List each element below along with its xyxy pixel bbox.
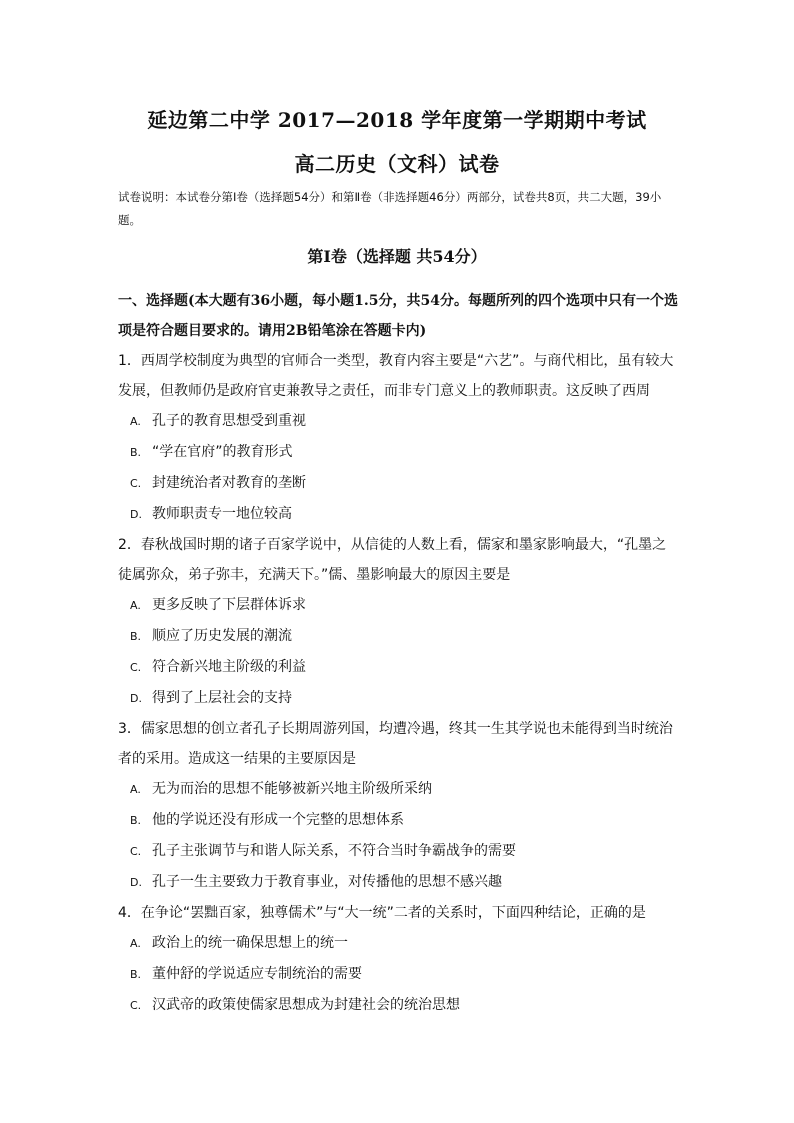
question-stem: 2．春秋战国时期的诸子百家学说中，从信徒的人数上看，儒家和墨家影响最大，“孔墨之徒属弥众，弟子弥丰，充满天下。”儒、墨影响最大的原因主要是 (118, 537, 667, 583)
option-key: C. (130, 999, 142, 1012)
option-key: A. (130, 937, 141, 950)
exam-title: 延边第二中学 2017—2018 学年度第一学期期中考试 (147, 108, 647, 132)
option-text: 符合新兴地主阶级的利益 (152, 659, 306, 675)
question-option (118, 621, 678, 652)
exam-note: 试卷说明：本试卷分第Ⅰ卷（选择题54分）和第Ⅱ卷（非选择题46分）两部分，试卷共8页，共二大题，39小题。 (118, 190, 662, 227)
question-list (118, 346, 678, 1021)
option-text: 汉武帝的政策使儒家思想成为封建社会的统治思想 (152, 997, 460, 1013)
question-option (118, 774, 678, 805)
question-option (118, 437, 678, 468)
option-key: D. (130, 508, 142, 521)
question (118, 346, 678, 530)
option-text: 他的学说还没有形成一个完整的思想体系 (152, 812, 404, 828)
option-key: A. (130, 783, 141, 796)
option-text: 孔子主张调节与和谐人际关系，不符合当时争霸战争的需要 (152, 843, 516, 859)
option-text: 无为而治的思想不能够被新兴地主阶级所采纳 (152, 781, 432, 797)
question-option (118, 683, 678, 714)
question (118, 530, 678, 714)
question (118, 898, 678, 1021)
option-key: B. (130, 630, 142, 643)
option-text: 孔子一生主要致力于教育事业，对传播他的思想不感兴趣 (152, 874, 502, 890)
question-stem: 1．西周学校制度为典型的官师合一类型，教育内容主要是“六艺”。与商代相比，虽有较大发展，但教师仍是政府官吏兼教导之责任，而非专门意义上的教师职责。这反映了西周 (118, 353, 674, 399)
option-text: 顺应了历史发展的潮流 (152, 628, 292, 644)
option-key: B. (130, 968, 142, 981)
option-text: 教师职责专一地位较高 (152, 506, 292, 522)
option-text: 董仲舒的学说适应专制统治的需要 (152, 966, 362, 982)
question-stem: 3．儒家思想的创立者孔子长期周游列国，均遭冷遇，终其一生其学说也未能得到当时统治者的采用。造成这一结果的主要原因是 (118, 721, 673, 767)
option-key: B. (130, 446, 142, 459)
option-key: B. (130, 814, 142, 827)
question-option (118, 836, 678, 867)
question-stem: 4．在争论“罢黜百家，独尊儒术”与“大一统”二者的关系时，下面四种结论，正确的是 (118, 905, 646, 921)
question-option (118, 468, 678, 499)
option-key: A. (130, 415, 141, 428)
option-key: C. (130, 845, 142, 858)
question-option (118, 805, 678, 836)
volume-title: 第Ⅰ卷（选择题 共54分） (307, 247, 487, 266)
option-text: “学在官府”的教育形式 (152, 444, 293, 460)
option-text: 孔子的教育思想受到重视 (152, 413, 306, 429)
option-text: 封建统治者对教育的垄断 (152, 475, 306, 491)
question-option (118, 652, 678, 683)
option-text: 政治上的统一确保思想上的统一 (152, 935, 348, 951)
section-instructions: 一、选择题(本大题有36小题，每小题1.5分，共54分。每题所列的四个选项中只有一个选项是符合题目要求的。请用2B铅笔涂在答题卡内) (118, 293, 678, 339)
question-option (118, 990, 678, 1021)
question-option (118, 590, 678, 621)
option-text: 更多反映了下层群体诉求 (152, 597, 306, 613)
question-option (118, 499, 678, 530)
question-option (118, 406, 678, 437)
exam-subtitle: 高二历史（文科）试卷 (294, 152, 500, 176)
option-text: 得到了上层社会的支持 (152, 690, 292, 706)
option-key: A. (130, 599, 141, 612)
option-key: C. (130, 661, 142, 674)
option-key: C. (130, 477, 142, 490)
question-option (118, 959, 678, 990)
question-option (118, 867, 678, 898)
option-key: D. (130, 876, 142, 889)
question-option (118, 928, 678, 959)
option-key: D. (130, 692, 142, 705)
question (118, 714, 678, 898)
